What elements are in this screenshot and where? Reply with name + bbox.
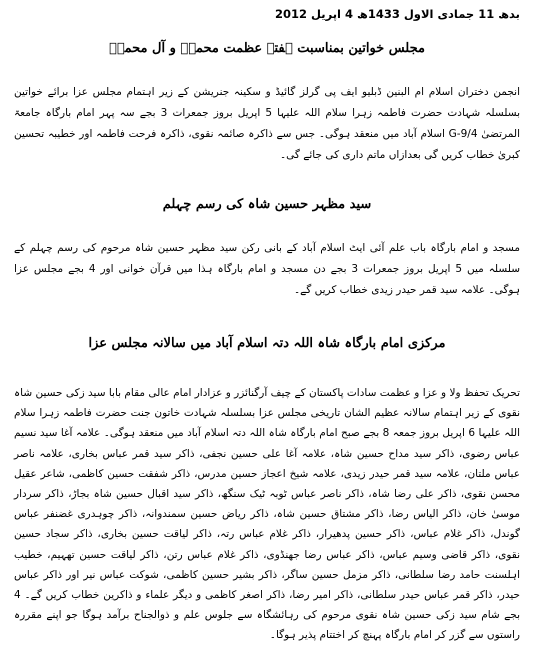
- dateline: بدھ 11 جمادی الاول 1433ھ 4 اپریل 2012: [274, 7, 520, 21]
- section-heading-womens-majlis: مجلس خواتین بمناسبت ہفتہ عظمت محمدؐ و آل محمدؐ: [109, 41, 425, 56]
- section-heading-chehlum: سید مظہر حسین شاہ کی رسم چہلم: [162, 197, 372, 212]
- section-body-womens-majlis: انجمن دختران اسلام ام البنین ڈبلیو ایف پی گرلز گائیڈ و سکینہ جنریشن کے زیر اہتمام مجلس عزا برائے خواتین بسلسلہ شہادت حضرت فاطمہ زہرا سلام اللہ علیہا 5 اپریل بروز جمعرات 3 بجے سہ پہر امام بارگاہ جامعۃ المرتضیٰ G-9/4 اسلام آباد میں منعقد ہوگی۔ جس سے ذاکرہ صائمہ نقوی، ذاکرہ فرحت فاطمہ اور خطیبہ تحسین کبریٰ خطاب کریں گی بعدازاں ماتم داری کی جائے گی۔: [14, 86, 520, 161]
- section-body-annual-majlis: تحریک تحفظ ولا و عزا و عظمت سادات پاکستان کے چیف آرگنائزر و عزادار امام عالی مقام بابا سید زکی حسین شاہ نقوی کے زیر اہتمام سالانہ عظیم الشان تاریخی مجلس عزا بسلسلہ شہادت خاتون جنت حضرت فاطمہ زہرا سلام اللہ علیہا 6 اپریل بروز جمعہ 8 بجے صبح امام بارگاہ شاہ اللہ دتہ اسلام آباد میں منعقد ہوگی۔ علامہ آغا سید نسیم عباس رضوی، ذاکر سید مداح حسین شاہ، علامہ آغا علی حسین نجفی، ذاکر سید قمر عباس بخاری، علامہ ناصر عباس ملتان، علامہ سید قمر حیدر زیدی، علامہ شیخ اعجاز حسین مدرس، ذاکر شفقت حسین کاظمی، شاعر عقیل محسن نقوی، ذاکر علی رضا شاہ، ذاکر ناصر عباس ٹوبہ ٹیک سنگھ، ذاکر سید اقبال حسین شاہ بجاڑ، ذاکر سردار موسیٰ خان، ذاکر الیاس رضا، ذاکر مشتاق حسین شاہ، ذاکر ریاض حسین سمندوانہ، ذاکر چوہدری غضنفر عباس گوندل، ذاکر غلام عباس، ذاکر حسین پدھیرار، ذاکر غلام عباس رتہ، ذاکر لیاقت حسین بخاری، ذاکر سجاد حسین نقوی، ذاکر قاضی وسیم عباس، ذاکر عباس رضا جھنڈوی، ذاکر غلام عباس رتن، ذاکر لیاقت حسین تھہیم، خطیب اہلسنت حامد رضا سلطانی، ذاکر مزمل حسین ساگر، ذاکر بشیر حسین کاظمی، شوکت عباس نیر اور ذاکر عباس حیدر، ذاکر قمر عباس حیدر سلطانی، ذاکر امیر رضا، ذاکر اصغر کاظمی و دیگر علماء و ذاکرین خطاب کریں گے۔ 4 بجے شام سید زکی حسین شاہ نقوی مرحوم کی رہائشگاہ سے جلوس علم و ذوالجناح برآمد ہوگا جو اپنے مقررہ راستوں سے گزر کر امام بارگاہ پہنچ کر اختتام پذیر ہوگا۔: [14, 387, 520, 642]
- section-body-chehlum: مسجد و امام بارگاہ باب علم آئی ایٹ اسلام آباد کے بانی رکن سید مظہر حسین شاہ مرحوم کی رسم چہلم کے سلسلہ میں 5 اپریل بروز جمعرات 3 بجے دن مسجد و امام بارگاہ ہذا میں قرآن خوانی اور 4 بجے مجلس عزا ہوگی۔ علامہ سید قمر حیدر زیدی خطاب کریں گے۔: [14, 242, 520, 296]
- section-heading-annual-majlis: مرکزی امام بارگاہ شاہ اللہ دتہ اسلام آباد میں سالانہ مجلس عزا: [88, 336, 446, 351]
